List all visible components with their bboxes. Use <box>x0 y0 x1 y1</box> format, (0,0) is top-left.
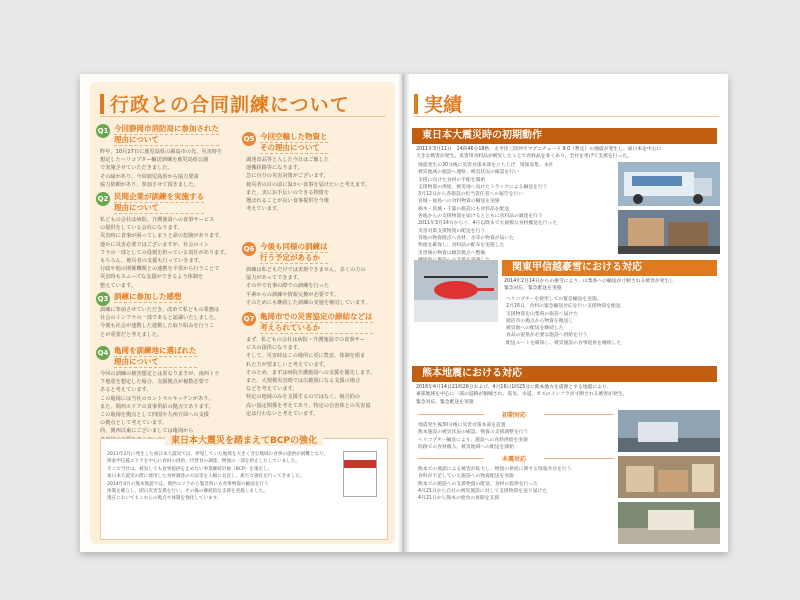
brochure-spread <box>80 74 728 552</box>
answer-text: まず、私どもの会社は病院・介護施設での食事サー ビスの提供になります。 そして、災害時はこの場所に更に豊富、体制を組ま れた方が望ましいと考えています。 そのため、まずは病院介護施設への支援を優先します。 また、大規模災害時では広範囲になる支援の場合 などを考えています。 特定の地域のみを支援するのではなく、複合的の 高い協定関係を考えてあり、特定の自治体との災害協 定は行わないと考えています。 <box>246 337 376 417</box>
tag-main-shock-response: 本震対応 <box>484 454 544 463</box>
bcp-manual-image <box>343 451 377 497</box>
question-badge: Q3 <box>96 292 110 306</box>
photo-cargo <box>618 210 720 254</box>
question-badge: Q2 <box>96 192 110 206</box>
section-heading-tohoku: 東日本大震災時の初期動作 <box>412 128 717 144</box>
question-title: 亀岡を訓練地に選ばれた 理由について <box>114 346 197 366</box>
question-badge: Q1 <box>96 124 110 138</box>
answer-text: 訓練に参加させていただき、改めて私どもの業務は 社会のインフラの一部であると認識いたしました。 今後も社会が連携した連携した取り組みを行うこ とが重要だと考えました。 <box>100 307 220 338</box>
question-title: 訓練に参加した感想 <box>114 292 182 301</box>
section-list: 熊本での地震による被害が拡大し、物資の供給に関する情報共有を行う 食料が不足していた施設への物資配送を実施 熊本での施設への支援物資の配送、食材の提供を行った 4月21日から自社の被災施設に対して支援物資を送り届けた 4月21日から熊本の給食の再開を支援 <box>418 467 572 502</box>
question-badge: Q4 <box>96 346 110 360</box>
bcp-text: 2011年3月に発生した東日本大震災では、停電していた地域を大きく含む地域の食事の提供が困難となり、 関東甲信越エリアを中心に食材の供給、代替食の調達、物流の一部を停止したしていました。 そこで当社は、被災しても食事提供を止めない事業継続計画（BCP）を策定し、 東日本大震災の際に使用した食材調達の方法等を大幅に見直し、新たな強化を行ってきました。 2014年4月の熊本地震では、関西エリアから緊急時にも食事物資の輸送を行う 体制を確立し、即日災害支援を行い、その後の継続的な支援を実施しました。 現在においてもこれらの拠点や体制を強化しています。 <box>107 452 329 502</box>
page-gutter <box>398 74 410 552</box>
photo-truck <box>618 162 720 206</box>
answer-text: 昨年、10月27日に鹿児島県の霧島市の先、災害時を 想定したヘリコプター輸送訓練を鹿児島県公園 で実施させていただきました。 その縁があり、今回鹿児島県から協力要請 協力依頼があり、参加させて頂きました。 <box>100 149 223 188</box>
section-list: 地震発生後30分後に災害対策本部を設置 熊本施設の被災状況の確認、物資の支援調整を行う ヘリコプター輸送により、施設への食料供給を実施 陸路での食材搬入、被災地域への配送を開始 <box>418 423 529 450</box>
question-title: 民間企業が訓練を実施する 理由について <box>114 192 204 212</box>
tag-initial-response: 初期対応 <box>484 410 544 419</box>
section-intro: 2016年4月14日21時26分および、4月16日1時25分に熊本地方を震源とする地震により、 東部地域を中心に一部の道路が損壊され、電気、水道、ガスのインフラが寸断される被害が発生。 緊急対応、緊急配送を実施 <box>416 385 628 405</box>
right-page <box>404 74 728 552</box>
section-heading-snow: 関東甲信越豪雪における対応 <box>502 260 717 276</box>
photo-kumamoto-3 <box>618 502 720 544</box>
question-badge: Q5 <box>242 132 256 146</box>
left-page-title: 行政との合同訓練について <box>100 90 350 117</box>
right-page-title: 実績 <box>414 90 462 117</box>
question-title: 亀岡市での災害協定の締結などは 考えられているか <box>260 312 373 332</box>
left-page <box>80 74 402 552</box>
answer-text: 調達食品等と入した今日はご飯した 運搬経路等になります。 急に自分の災害対策がございます。 被災者の目の前に温かい食事を届けたいと考えます。 また、実にお手伝いのできる物資を 選ばれることが良い食事提供を今後 考えています。 <box>246 157 371 213</box>
section-intro: 2011年3月11日 14時46分18秒、太平洋三陸沖でマグニチュード 9.0（暫定）の地震が発生し、東日本を中心に 大きな被害が発生。災害用食料品が被災したことで食料品を多くあり、全社を挙げて支援を行った。 <box>416 147 662 160</box>
bcp-box <box>100 438 388 540</box>
photo-helicopter <box>414 260 498 322</box>
photo-kumamoto-1 <box>618 410 720 452</box>
section-intro: 2014年2月14日からの豪雪により、山梨県への輸送が寸断される被害が発生し 緊急対応、緊急配送を実施 <box>504 279 675 292</box>
answer-text: 今回の訓練の被害想定とは異なりますが、南西トラ フ地震を想定した場合、支援拠点が複数必要で あると考えています。 この亀岡には当社のセントラルキッチンがあり、 また、関西エリアの食事供給の拠点であります。 この亀岡を拠点として四国や九州方面への支援 の拠点として考えています。 尚、関西以東にございましては亀岡から <box>100 371 220 435</box>
bcp-title: 東日本大震災を踏まえてBCPの強化 <box>101 433 387 446</box>
question-badge: Q6 <box>242 242 256 256</box>
question-title: 今後も同様の訓練は 行う予定があるか <box>260 242 328 262</box>
section-list: 地震発生の30分後に災害対策本部を立ち上げ、情報収集、本社 被災地域の施設へ連絡、被災状況の確認を行い 支援に向けた食材の手配を開始 支援物資の供給、被災地へ向けたトラックによる輸送を行う 3月12日から各施設の担当責任者への報告を行い 宮城・福島への食料物資の輸送を実施 栃木・茨城・千葉の施設にも食料品を配送 各地からの支援物資を届けるとともに食料品の調達を行う 2011年3月14日からイ、4月以降まで大規模な食材搬送を行った 災害対策支援物資の配送を行う 各地の物資拠点へ食材、水等の物資が届いた 物流を確保し、食料品の配布を実施した 災害後の物資は順次拠点へ整備 <box>418 163 558 256</box>
question-title: 今回空輸した物資と その理由について <box>260 132 328 152</box>
answer-text: 訓練は私どもだけでは実現できません。多くの方の 協力があってできます。 その中で有事の際での訓練を行った 平素からの訓練や情報交換が必要です。 そのためにも継続した訓練の実施を検討しています。 <box>246 267 371 306</box>
photo-kumamoto-2 <box>618 456 720 498</box>
question-badge: Q7 <box>242 312 256 326</box>
answer-text: 私どもの会社は病院、介護施設への食事サービス の提供をしている会社になります。 災害時に食事が困ってしまうと命の危険があります。 運かに災害必要ではございますが、社会のイン フラの一部としての役割を担っている責任があります。 もちろん、被災者の支援も行っていきます。 行政や他の関係機関との連携を平常から行うことで 災害時もスムーズな支援ができるよう体制を 整えています。 <box>100 217 230 289</box>
question-title: 今回静岡市消防局に参加された 理由について <box>114 124 219 144</box>
section-heading-kumamoto: 熊本地震における対応 <box>412 366 717 382</box>
section-list: ヘリコプターを使用しての緊急輸送を実施。 2月16日、食料の緊急輸送対応を行い支援物資を配送 支援物資を山梨県の施設へ届けた 鹿沼市の拠点から物資を搬送し 被災地への配送を継続した 食品の提供が必要な施設へ供給を行う 配送ルートを確保し、被災施設の食事提供を継続した <box>506 297 622 346</box>
